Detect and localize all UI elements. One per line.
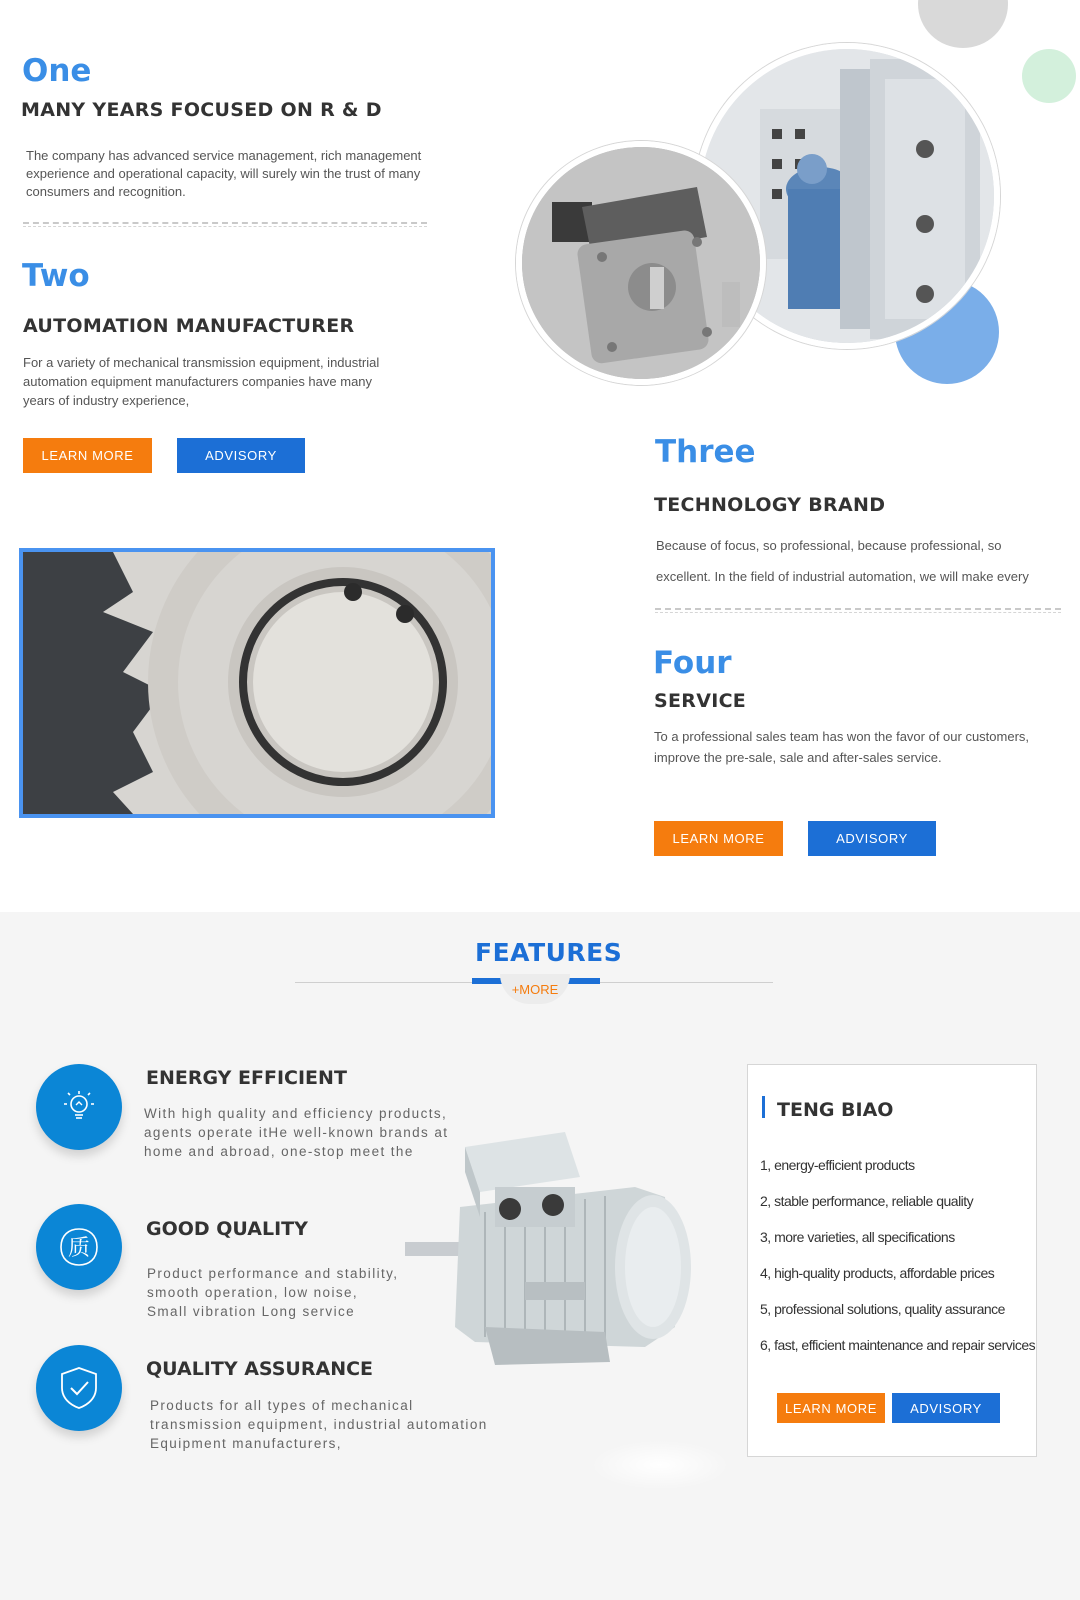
advisory-button[interactable]: ADVISORY [177,438,305,473]
feature-quality-text: Product performance and stability, smooth operation, low noise, Small vibration Long service [147,1266,399,1319]
section-three-text-line2: excellent. In the field of industrial automation, we will make every [656,569,1029,584]
learn-more-button[interactable]: LEARN MORE [654,821,783,856]
brand-card-list-item: 3, more varieties, all specifications [760,1229,955,1245]
features-more-link[interactable]: +MORE [500,974,570,1004]
decorative-gray-circle [918,0,1008,48]
brand-card-accent-bar [762,1096,765,1118]
features-title: FEATURES [475,938,623,967]
decorative-green-circle [1022,49,1076,103]
decorative-glow [590,1440,730,1490]
brand-card-list-item: 4, high-quality products, affordable prices [760,1265,995,1281]
brand-card-list-item: 5, professional solutions, quality assurance [760,1301,1005,1317]
features-accent-bar-right [568,978,600,984]
section-two-heading: AUTOMATION MANUFACTURER [23,315,355,337]
section-two-text: For a variety of mechanical transmission equipment, industrial automation equipment manufacturers companies have many years of industry experience, [23,355,380,408]
section-four-heading: SERVICE [654,690,747,712]
section-one-number: One [22,53,92,89]
section-three-text-line1: Because of focus, so professional, because professional, so [656,538,1002,553]
feature-assurance-text: Products for all types of mechanical transmission equipment, industrial automation Equipment manufacturers, [150,1398,488,1451]
motor-closeup-photo [516,141,766,385]
section-four-text: To a professional sales team has won the favor of our customers, improve the pre-sale, sale and after-sales service. [654,729,1030,765]
lightbulb-icon [36,1064,122,1150]
gear-closeup-photo [19,548,495,818]
feature-energy-heading: ENERGY EFFICIENT [146,1067,347,1089]
brand-card-list-item: 2, stable performance, reliable quality [760,1193,974,1209]
dashed-divider [655,608,1061,613]
section-three-number: Three [655,434,756,470]
quality-character-icon [36,1204,122,1290]
advisory-button[interactable]: ADVISORY [892,1393,1000,1423]
brand-card-title: TENG BIAO [777,1099,894,1121]
learn-more-button[interactable]: LEARN MORE [23,438,152,473]
section-one-heading: MANY YEARS FOCUSED ON R & D [21,99,382,121]
feature-assurance-heading: QUALITY ASSURANCE [146,1358,374,1380]
section-one-text: The company has advanced service management, rich management experience and operational capacity, will surely win the trust of many consumers and recognition. [26,148,422,199]
feature-quality-heading: GOOD QUALITY [146,1218,308,1240]
learn-more-button[interactable]: LEARN MORE [777,1393,885,1423]
advisory-button[interactable]: ADVISORY [808,821,936,856]
dashed-divider [23,222,427,227]
feature-energy-text: With high quality and efficiency products, agents operate itHe well-known brands at home and abroad, one-stop meet the [144,1106,449,1159]
brand-card-list-item: 6, fast, efficient maintenance and repair services [760,1337,1036,1353]
section-two-number: Two [22,258,90,294]
shield-check-icon [36,1345,122,1431]
svg-text:质: 质 [67,1236,91,1261]
brand-card-list-item: 1, energy-efficient products [760,1157,915,1173]
electric-motor-photo [405,1127,705,1367]
features-accent-bar-left [472,978,504,984]
section-four-number: Four [653,645,732,681]
section-three-heading: TECHNOLOGY BRAND [654,494,886,516]
